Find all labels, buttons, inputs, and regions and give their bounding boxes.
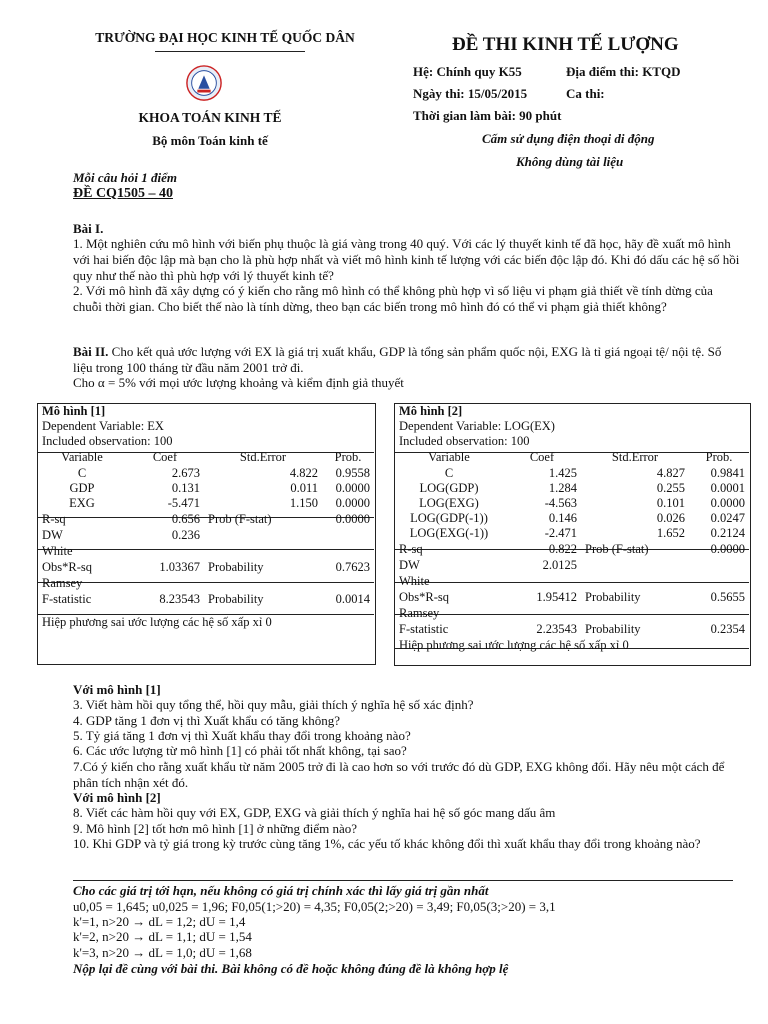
exam-code: ĐỀ CQ1505 – 40 <box>73 186 173 201</box>
m1-ramsey-label: Ramsey <box>42 576 83 590</box>
exam-session: Ca thi: <box>566 86 605 101</box>
exam-system: Hệ: Chính quy K55 <box>413 64 522 79</box>
m1-dw-row: DW 0.236 <box>42 528 200 542</box>
m1-rsq-row: R-sq 0.656 Prob (F-stat) 0.0000 <box>42 512 370 526</box>
model-1-table <box>38 404 374 637</box>
model-2-table <box>395 404 749 654</box>
m2-white-row: Obs*R-sq 1.95412 Probability 0.5655 <box>399 590 745 604</box>
university-underline <box>155 51 305 52</box>
m2-col-variable: Variable <box>428 450 470 464</box>
section-2-text: Cho kết quả ước lượng với EX là giá trị xuất khẩu, GDP là tổng sản phẩm quốc nội, EXG là tỉ giá ngoại tệ/ nội tệ. Số liệu trong 100 tháng từ đầu năm 2001 trở đi. <box>73 344 722 375</box>
question-3: 3. Viết hàm hồi quy tổng thể, hồi quy mẫu, giải thích ý nghĩa hệ số xác định? <box>73 697 474 712</box>
m1-cov-note: Hiệp phương sai ước lượng các hệ số xấp xỉ 0 <box>42 614 272 629</box>
exam-date: Ngày thi: 15/05/2015 <box>413 86 528 101</box>
critical-values-heading: Cho các giá trị tới hạn, nếu không có giá trị chính xác thì lấy giá trị gần nhất <box>73 883 489 898</box>
faculty-name: KHOA TOÁN KINH TẾ <box>138 110 282 125</box>
critical-values-line: u0,05 = 1,645; u0,025 = 1,96; F0,05(1;>20) = 4,35; F0,05(2;>20) = 3,49; F0,05(3;>20) = 3,1 <box>73 899 556 914</box>
model-2-obs: Included observation: 100 <box>399 434 530 448</box>
table-row: EXG -5.471 1.150 0.0000 <box>69 496 370 510</box>
section-2-intro <box>73 344 743 376</box>
section-2-title: Bài II. <box>73 344 109 359</box>
dw-row-3: k'=3, n>20 → dL = 1,0; dU = 1,68 <box>73 945 252 960</box>
exam-title: ĐỀ THI KINH TẾ LƯỢNG <box>452 34 679 55</box>
exam-duration: Thời gian làm bài: 90 phút <box>413 108 562 123</box>
question-10: 10. Khi GDP và tỷ giá trong kỳ trước cùng tăng 1%, các yếu tố khác không đổi thì xuất khẩu thay đổi trong khoảng nào? <box>73 836 701 851</box>
dw-row-1: k'=1, n>20 → dL = 1,2; dU = 1,4 <box>73 914 246 929</box>
table-row: LOG(EXG) -4.563 0.101 0.0000 <box>419 496 745 510</box>
table-row: C 2.673 4.822 0.9558 <box>77 466 370 480</box>
points-note: Mỗi câu hỏi 1 điểm <box>73 170 178 185</box>
m1-ramsey-row: F-statistic 8.23543 Probability 0.0014 <box>42 592 370 606</box>
department-name: Bộ môn Toán kinh tế <box>152 133 268 148</box>
question-5: 5. Tỷ giá tăng 1 đơn vị thì Xuất khẩu thay đổi trong khoảng nào? <box>73 728 411 743</box>
m2-white-label: White <box>399 574 430 588</box>
exam-note-phone: Cấm sử dụng điện thoại di động <box>482 131 655 146</box>
question-9: 9. Mô hình [2] tốt hơn mô hình [1] ở những điểm nào? <box>73 821 358 836</box>
submission-note: Nộp lại đề cùng với bài thi. Bài không có đề hoặc không đúng đề là không hợp lệ <box>73 961 509 976</box>
model-1-dep: Dependent Variable: EX <box>42 419 164 433</box>
m2-ramsey-label: Ramsey <box>399 606 440 620</box>
m1-col-coef: Coef <box>152 450 178 464</box>
m1-col-prob: Prob. <box>334 450 362 464</box>
university-name: TRƯỜNG ĐẠI HỌC KINH TẾ QUỐC DÂN <box>95 30 355 45</box>
exam-note-docs: Không dùng tài liệu <box>516 154 624 169</box>
table-row: C 1.425 4.827 0.9841 <box>444 466 745 480</box>
m2-cov-note: Hiệp phương sai ước lượng các hệ số xấp xỉ 0 <box>399 638 629 652</box>
university-logo-icon <box>185 64 223 102</box>
footer-divider <box>73 880 733 881</box>
question-6: 6. Các ước lượng từ mô hình [1] có phải tốt nhất không, tại sao? <box>73 743 407 758</box>
table-row: LOG(GDP) 1.284 0.255 0.0001 <box>419 481 745 495</box>
model-2-title: Mô hình [2] <box>399 404 463 418</box>
model-1-obs: Included observation: 100 <box>42 434 173 448</box>
table-row: LOG(EXG(-1)) -2.471 1.652 0.2124 <box>409 526 745 540</box>
m2-ramsey-row: F-statistic 2.23543 Probability 0.2354 <box>399 622 745 636</box>
table-row: LOG(GDP(-1)) 0.146 0.026 0.0247 <box>410 511 745 525</box>
m2-rsq-row: R-sq 0.822 Prob (F-stat) 0.0000 <box>399 542 745 556</box>
exam-location: Địa điểm thi: KTQD <box>566 64 681 79</box>
question-8: 8. Viết các hàm hồi quy với EX, GDP, EXG và giải thích ý nghĩa hai hệ số góc mang dấu âm <box>73 805 556 820</box>
model-2-heading: Với mô hình [2] <box>73 790 161 805</box>
section-1-title: Bài I. <box>73 221 104 236</box>
m1-col-variable: Variable <box>61 450 103 464</box>
dw-row-2: k'=2, n>20 → dL = 1,1; dU = 1,54 <box>73 929 252 944</box>
model-1-heading: Với mô hình [1] <box>73 682 161 697</box>
m1-white-row: Obs*R-sq 1.03367 Probability 0.7623 <box>42 560 370 574</box>
question-4: 4. GDP tăng 1 đơn vị thì Xuất khẩu có tăng không? <box>73 713 341 728</box>
model-1-title: Mô hình [1] <box>42 404 106 418</box>
m1-white-label: White <box>42 544 73 558</box>
m2-dw-row: DW 2.0125 <box>399 558 577 572</box>
alpha-note: Cho α = 5% với mọi ước lượng khoảng và kiểm định giả thuyết <box>73 375 404 390</box>
m2-col-prob: Prob. <box>705 450 733 464</box>
model-2-dep: Dependent Variable: LOG(EX) <box>399 419 555 433</box>
question-2: 2. Với mô hình đã xây dựng có ý kiến cho rằng mô hình có thể không phù hợp vì số liệu vi phạm giả thiết về tính dừng của chuỗi thời gian. Cho biết thế nào là tính dừng, theo bạn các biến trong mô hình đó có thể vi phạm giả thiết không? <box>73 283 713 314</box>
m2-col-coef: Coef <box>529 450 555 464</box>
m2-col-stderr: Std.Error <box>611 450 659 464</box>
table-row: GDP 0.131 0.011 0.0000 <box>69 481 370 495</box>
m1-col-stderr: Std.Error <box>239 450 287 464</box>
question-1: 1. Một nghiên cứu mô hình với biến phụ thuộc là giá vàng trong 40 quý. Với các lý thuyết kinh tế đã học, hãy đề xuất mô hình với hai biến độc lập mà bạn cho là phù hợp nhất và viết mô hình kinh tế lượng với các biến độc lập đó. Khi đó dấu các hệ số hồi quy như thế nào thì phù hợp với lý thuyết kinh tế? <box>73 236 740 283</box>
question-7: 7.Có ý kiến cho rằng xuất khẩu từ năm 2005 trở đi là cao hơn so với trước đó dù GDP, EXG không đổi. Hãy nêu một cách để phân tích nhận xét đó. <box>73 759 725 790</box>
